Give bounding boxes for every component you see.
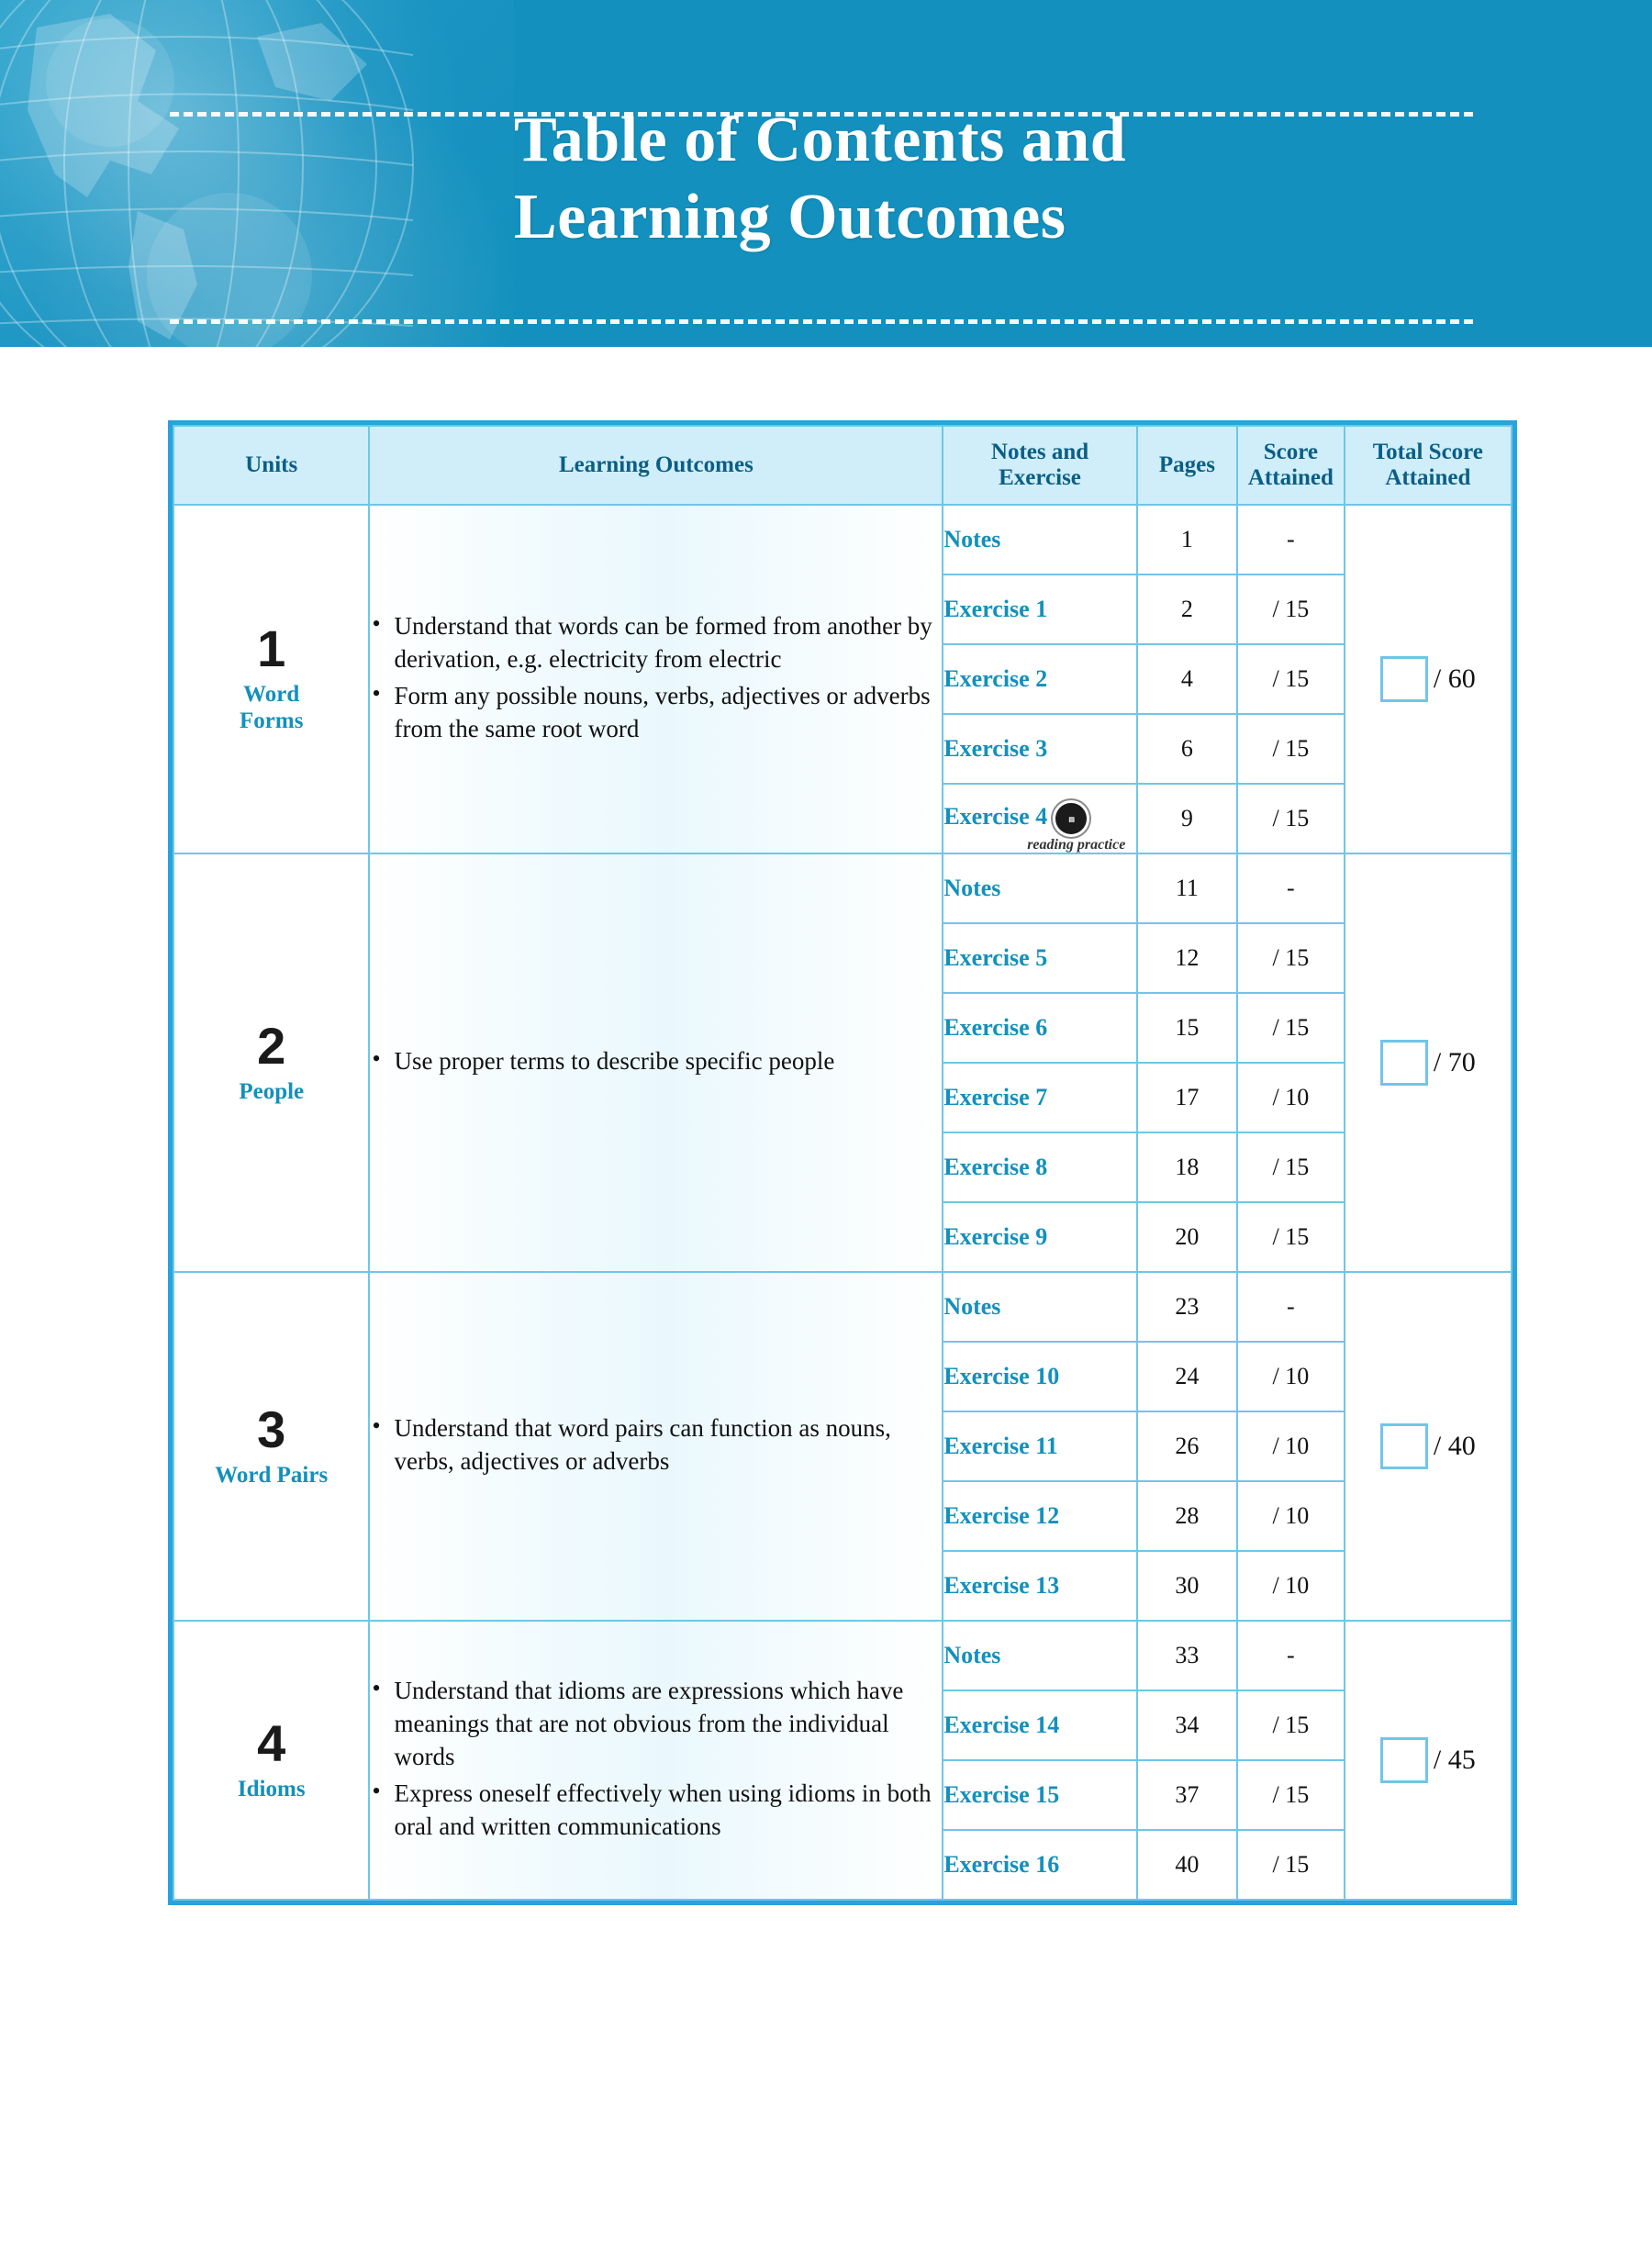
score-attained-cell[interactable]: - [1237,505,1345,574]
reading-practice-stamp-icon: ▤ reading practice [1053,800,1089,837]
total-score-cell[interactable] [1345,505,1512,853]
page-number-cell: 34 [1137,1690,1237,1760]
page-number-cell: 40 [1137,1830,1237,1900]
score-attained-cell[interactable]: / 15 [1237,574,1345,644]
outcome-list [370,1044,942,1077]
score-attained-cell[interactable]: / 15 [1237,784,1345,853]
exercise-label: Exercise 4 [943,802,1048,830]
exercise-label: Exercise 10 [943,1363,1060,1389]
exercise-label-cell [943,505,1136,574]
exercise-label: Exercise 9 [943,1223,1048,1250]
table-row [173,853,1512,923]
total-score-input-box[interactable] [1380,1040,1428,1086]
exercise-label: Notes [943,1642,1001,1668]
page-title-line-2: Learning Outcomes [514,182,1066,252]
exercise-label-cell [943,1272,1136,1342]
exercise-label: Exercise 11 [943,1433,1058,1459]
exercise-label-cell [943,1132,1136,1202]
toc-table-wrapper [168,420,1517,1905]
exercise-label: Exercise 8 [943,1154,1048,1180]
unit-name-line-1: People [239,1078,305,1104]
total-score-cell[interactable] [1345,1621,1512,1900]
total-score-input-box[interactable] [1380,1423,1428,1469]
page-number-cell: 9 [1137,784,1237,853]
content-sheet [0,347,1652,2253]
exercise-label-cell [943,993,1136,1063]
col-header-notes-line1: Notes and [990,440,1089,464]
exercise-label: Exercise 3 [943,735,1048,762]
outcome-item: • Understand that idioms are expressions which have meanings that are not obvious from the individual words [394,1674,942,1774]
page-number-cell: 20 [1137,1202,1237,1272]
globe-graphic [0,0,514,347]
table-row [173,1272,1512,1342]
unit-name [174,1463,368,1489]
unit-name-line-1: Word [243,682,300,708]
exercise-label: Exercise 7 [943,1084,1048,1110]
page-number-cell: 33 [1137,1621,1237,1690]
unit-cell [173,505,369,853]
total-score-cell[interactable] [1345,1272,1512,1621]
score-attained-cell[interactable]: / 10 [1237,1063,1345,1132]
exercise-label: Exercise 12 [943,1502,1060,1529]
col-header-total-line2: Attained [1385,465,1471,490]
table-header-row [173,426,1512,505]
page-number-cell: 1 [1137,505,1237,574]
unit-cell [173,1272,369,1621]
page-number-cell: 24 [1137,1342,1237,1411]
score-attained-cell[interactable]: / 10 [1237,1551,1345,1621]
outcome-list [370,1674,942,1844]
toc-table [173,425,1512,1901]
unit-name [174,682,368,735]
exercise-label-cell [943,1830,1136,1900]
exercise-label-cell [943,853,1136,923]
score-attained-cell[interactable]: / 15 [1237,644,1345,714]
unit-name [174,1777,368,1803]
unit-number: 4 [257,1713,286,1772]
score-attained-cell[interactable]: / 10 [1237,1342,1345,1411]
page-number-cell: 12 [1137,923,1237,993]
exercise-label: Exercise 5 [943,944,1048,971]
score-attained-cell[interactable]: - [1237,1621,1345,1690]
exercise-label-cell [943,1342,1136,1411]
unit-number: 2 [257,1016,286,1075]
outcome-list [370,609,942,746]
total-score-max: / 70 [1433,1047,1476,1077]
score-attained-cell[interactable]: / 15 [1237,714,1345,784]
page-number-cell: 28 [1137,1481,1237,1551]
exercise-label-cell [943,714,1136,784]
page-title [514,105,1127,252]
table-body [173,505,1512,1900]
exercise-label-cell [943,1551,1136,1621]
page-number-cell: 26 [1137,1411,1237,1481]
total-score-max: / 60 [1433,664,1476,694]
col-header-notes-line2: Exercise [999,465,1081,490]
unit-number: 3 [257,1400,286,1458]
total-score-cell[interactable] [1345,853,1512,1272]
page-title-line-1: Table of Contents and [514,105,1127,175]
exercise-label: Notes [943,875,1001,901]
page-header [0,0,1652,347]
col-header-notes-exercise [943,426,1136,505]
score-attained-cell[interactable]: - [1237,1272,1345,1342]
unit-name-line-1: Idioms [237,1776,306,1801]
page-number-cell: 30 [1137,1551,1237,1621]
exercise-label: Exercise 14 [943,1712,1060,1738]
exercise-label: Exercise 16 [943,1851,1060,1878]
col-header-score [1237,426,1345,505]
total-score-input-box[interactable] [1380,1737,1428,1783]
exercise-label: Exercise 13 [943,1572,1060,1599]
unit-name [174,1079,368,1106]
score-attained-cell[interactable]: / 15 [1237,1760,1345,1830]
exercise-label-cell [943,923,1136,993]
exercise-label: Exercise 2 [943,665,1048,692]
total-score-input-box[interactable] [1380,656,1428,702]
exercise-label-cell [943,1621,1136,1690]
col-header-score-line2: Attained [1247,465,1334,490]
page-number-cell: 11 [1137,853,1237,923]
score-attained-cell[interactable]: / 15 [1237,923,1345,993]
learning-outcomes-cell [369,1272,943,1621]
col-header-pages: Pages [1137,426,1237,505]
learning-outcomes-cell [369,505,943,853]
score-attained-cell[interactable]: / 10 [1237,1481,1345,1551]
exercise-label-cell [943,784,1136,853]
table-row [173,1621,1512,1690]
page-number-cell: 23 [1137,1272,1237,1342]
col-header-outcomes: Learning Outcomes [369,426,943,505]
unit-cell [173,1621,369,1900]
total-score-max: / 45 [1433,1745,1476,1775]
page-number-cell: 6 [1137,714,1237,784]
outcome-item: • Form any possible nouns, verbs, adjectives or adverbs from the same root word [394,679,942,745]
exercise-label: Exercise 15 [943,1781,1060,1808]
page-number-cell: 18 [1137,1132,1237,1202]
exercise-label-cell [943,644,1136,714]
col-header-units: Units [173,426,369,505]
exercise-label-cell [943,1481,1136,1551]
unit-name-line-2: Forms [240,708,304,733]
col-header-total-line1: Total Score [1372,440,1483,464]
outcome-item: • Understand that word pairs can function as nouns, verbs, adjectives or adverbs [394,1411,942,1478]
col-header-total-score [1345,426,1512,505]
score-attained-cell[interactable]: / 15 [1237,1132,1345,1202]
score-attained-cell[interactable]: - [1237,853,1345,923]
exercise-label: Notes [943,526,1001,552]
exercise-label-cell [943,1760,1136,1830]
exercise-label-cell [943,1202,1136,1272]
outcome-item: • Use proper terms to describe specific people [394,1044,942,1077]
col-header-score-line1: Score [1263,440,1319,464]
score-attained-cell[interactable]: / 15 [1237,1202,1345,1272]
unit-name-line-1: Word Pairs [215,1462,329,1488]
exercise-label-cell [943,574,1136,644]
score-attained-cell[interactable]: / 15 [1237,1830,1345,1900]
outcome-item: • Express oneself effectively when using idioms in both oral and written communications [394,1777,942,1843]
total-score-max: / 40 [1433,1431,1476,1461]
score-attained-cell[interactable]: / 15 [1237,1690,1345,1760]
outcome-list [370,1411,942,1478]
page-number-cell: 17 [1137,1063,1237,1132]
score-attained-cell[interactable]: / 10 [1237,1411,1345,1481]
page-number-cell: 15 [1137,993,1237,1063]
page-number-cell: 2 [1137,574,1237,644]
table-row [173,505,1512,574]
exercise-label: Exercise 1 [943,596,1048,622]
reading-practice-stamp-label: reading practice [1027,837,1126,853]
exercise-label-cell [943,1411,1136,1481]
page-number-cell: 4 [1137,644,1237,714]
unit-cell [173,853,369,1272]
learning-outcomes-cell [369,853,943,1272]
score-attained-cell[interactable]: / 15 [1237,993,1345,1063]
page-number-cell: 37 [1137,1760,1237,1830]
exercise-label: Notes [943,1293,1001,1320]
exercise-label-cell [943,1690,1136,1760]
outcome-item: • Understand that words can be formed from another by derivation, e.g. electricity from electric [394,609,942,675]
exercise-label: Exercise 6 [943,1014,1048,1041]
unit-number: 1 [257,619,286,678]
learning-outcomes-cell [369,1621,943,1900]
header-dashed-line-bottom [170,319,1473,324]
exercise-label-cell [943,1063,1136,1132]
